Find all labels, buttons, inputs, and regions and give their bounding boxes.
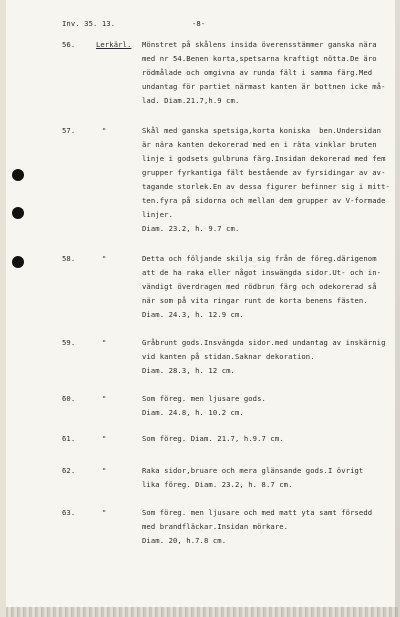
entry-line: med nr 54.Benen korta,spetsarna kraftigt nötta.De äro [142, 54, 377, 63]
entry-number: 56. [62, 40, 76, 49]
entry-line: Skål med ganska spetsiga,korta koniska ben.Undersidan [142, 126, 382, 135]
entry-line: lad. Diam.21.7,h.9 cm. [142, 96, 240, 105]
entry-line: Diam. 24.8, h. 10.2 cm. [142, 408, 244, 417]
entry-line: grupper fyrkantiga fält bestående av fyrsidingar av av- [142, 168, 386, 177]
ditto-mark: " [102, 466, 107, 475]
entry-line: undantag för partiet närmast kanten är bottnen icke må- [142, 82, 386, 91]
entry-line: när som på vita ringar runt de korta benens fästen. [142, 296, 368, 305]
entry-number: 59. [62, 338, 76, 347]
entry-number: 61. [62, 434, 76, 443]
entry-number: 60. [62, 394, 76, 403]
punch-hole [12, 256, 24, 268]
entry-line: vändigt överdragen med rödbrun färg och odekorerad så [142, 282, 377, 291]
entry-line: att de ha raka eller något inswängda sidor.Ut- och in- [142, 268, 382, 277]
entry-line: Diam. 28.3, h. 12 cm. [142, 366, 235, 375]
entry-line: lika föreg. Diam. 23.2, h. 8.7 cm. [142, 480, 293, 489]
entry-line: Diam. 23.2, h. 9.7 cm. [142, 224, 240, 233]
page-number: -8- [192, 19, 206, 28]
ditto-mark: " [102, 394, 107, 403]
entry-line: vid kanten på stidan.Saknar dekoration. [142, 352, 315, 361]
entry-line: Diam. 24.3, h. 12.9 cm. [142, 310, 244, 319]
entry-line: Som föreg. Diam. 21.7, h.9.7 cm. [142, 434, 284, 443]
entry-line: Som föreg. men ljusare gods. [142, 394, 266, 403]
page-edge-bottom [6, 607, 400, 617]
entry-line: rödmålade och omgivna av runda fält i samma färg.Med [142, 68, 373, 77]
entry-line: Detta och följande skilja sig från de föreg.därigenom [142, 254, 377, 263]
entry-line: linje i godsets gulbruna färg.Insidan dekorerad med fem [142, 154, 386, 163]
ditto-mark: " [102, 434, 107, 443]
punch-hole [12, 169, 24, 181]
entry-line: med brandfläckar.Insidan mörkare. [142, 522, 289, 531]
entry-line: Mönstret på skålens insida överensstämmer ganska nära [142, 40, 377, 49]
ditto-mark: " [102, 338, 107, 347]
entry-line: Raka sidor,bruare och mera glänsande gods.I övrigt [142, 466, 364, 475]
ditto-mark: " [102, 508, 107, 517]
entry-line: linjer. [142, 210, 173, 219]
entry-category: Lerkärl. [96, 40, 132, 49]
entry-line: tagande storlek.En av dessa figurer befinner sig i mitt- [142, 182, 390, 191]
entry-number: 58. [62, 254, 76, 263]
ditto-mark: " [102, 254, 107, 263]
page-edge-right [395, 0, 400, 617]
entry-line: Som föreg. men ljusare och med matt yta samt försedd [142, 508, 373, 517]
entry-line: Diam. 20, h.7.8 cm. [142, 536, 227, 545]
inventory-number: Inv. 35. 13. [62, 19, 116, 28]
entry-number: 62. [62, 466, 76, 475]
punch-hole [12, 207, 24, 219]
entry-line: är nära kanten dekorerad med en i räta vinklar bruten [142, 140, 377, 149]
entry-number: 63. [62, 508, 76, 517]
entry-line: Gråbrunt gods.Insvängda sidor.med undantag av inskärnig [142, 338, 386, 347]
entry-number: 57. [62, 126, 76, 135]
ditto-mark: " [102, 126, 107, 135]
entry-line: ten.fyra på sidorna och mellan dem grupper av V-formade [142, 196, 386, 205]
